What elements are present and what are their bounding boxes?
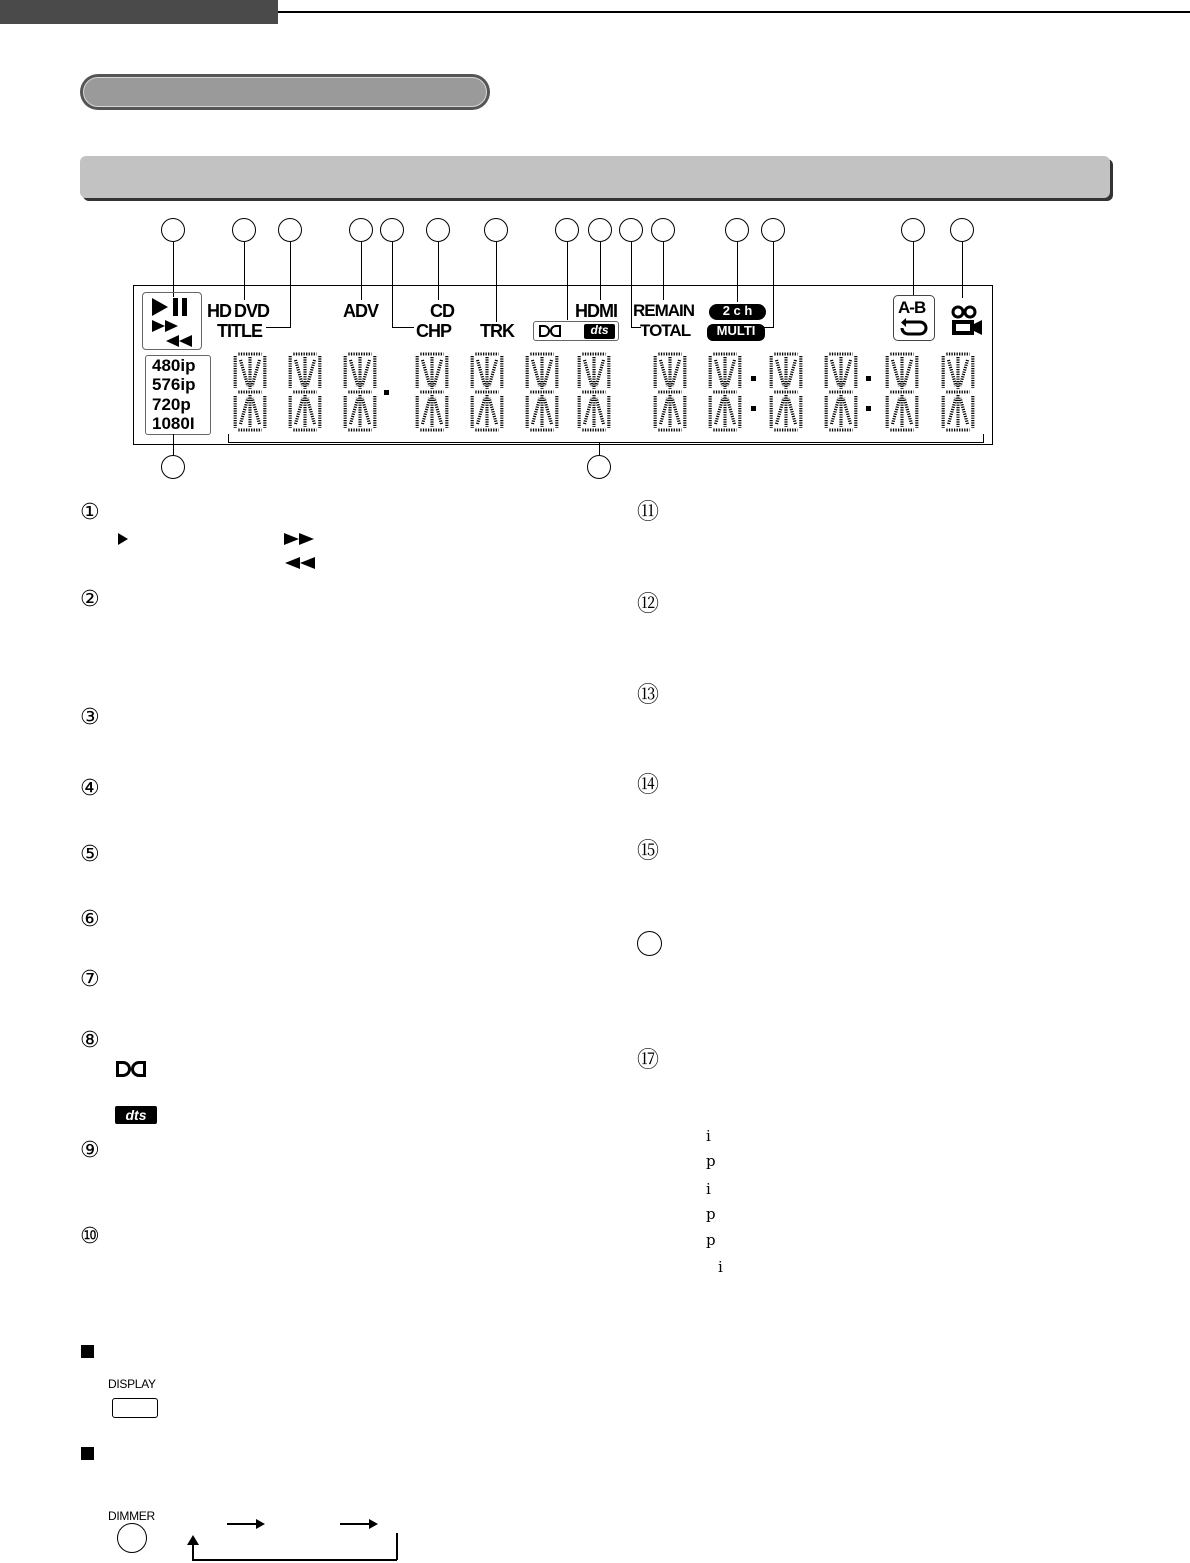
cd-indicator: CD (430, 301, 454, 321)
legend-marker-5: ⑤ (80, 842, 100, 867)
resolution-letter-i: i (718, 1258, 723, 1276)
lcd-digit (707, 352, 743, 434)
rewind-icon (283, 557, 317, 569)
callout-circle (349, 218, 373, 242)
lcd-digit (768, 352, 804, 434)
display-button-label: DISPLAY (108, 1377, 156, 1391)
adv-indicator: ADV (343, 301, 379, 321)
callout-circle (278, 218, 302, 242)
resolution-576: 576ip (152, 375, 196, 394)
resolution-720: 720p (152, 395, 191, 414)
header-tab (0, 0, 278, 24)
remain-indicator: REMAIN (633, 301, 695, 320)
lcd-separator-dot (866, 406, 871, 411)
chapter-title-pill (80, 74, 490, 110)
callout-circle (380, 218, 404, 242)
trk-indicator: TRK (480, 321, 514, 341)
total-indicator: TOTAL (640, 321, 691, 340)
legend-marker-12: ⑫ (637, 592, 660, 617)
display-button[interactable] (112, 1398, 158, 1418)
resolution-letter-i: i (706, 1180, 711, 1198)
header-rule (278, 11, 1190, 13)
lcd-separator-dot (384, 390, 389, 395)
dimmer-button-label: DIMMER (108, 1509, 155, 1523)
hd-indicator: HD (207, 301, 231, 321)
legend-marker-17: ⑰ (637, 1048, 660, 1073)
callout-circle (426, 218, 450, 242)
lcd-digit (469, 352, 505, 434)
dts-icon: dts (115, 1106, 157, 1124)
lcd-digit (576, 352, 612, 434)
callout-circle (555, 218, 579, 242)
dimmer-button[interactable] (117, 1523, 147, 1553)
section-heading-bar (80, 156, 1110, 198)
two-channel-indicator: 2 c h (709, 304, 766, 320)
multi-channel-indicator: MULTI (707, 324, 765, 341)
lcd-separator-dot (866, 376, 871, 381)
legend-marker-10: ⑩ (80, 1224, 100, 1249)
section-bullet (81, 1447, 94, 1460)
callout-circle (484, 218, 508, 242)
legend-marker-14: ⑭ (637, 773, 660, 798)
legend-marker-15: ⑮ (637, 839, 660, 864)
section-bullet (81, 1345, 94, 1358)
callout-circle (725, 218, 749, 242)
legend-marker-6: ⑥ (80, 907, 100, 932)
resolution-letter-p: p (706, 1152, 716, 1170)
fast-forward-icon (152, 320, 178, 332)
lcd-digit (524, 352, 560, 434)
callout-circle (619, 218, 643, 242)
callout-circle-resolution (161, 455, 185, 479)
callout-circle (651, 218, 675, 242)
playback-icon-group (142, 292, 202, 350)
legend-marker-11: ⑪ (637, 500, 660, 525)
hdmi-indicator: HDMI (575, 301, 617, 321)
rewind-icon (166, 335, 192, 347)
lcd-digit (414, 352, 450, 434)
lcd-digit (940, 352, 976, 434)
title-indicator: TITLE (217, 321, 262, 341)
callout-circle (901, 218, 925, 242)
play-pause-icon (152, 298, 187, 316)
ab-repeat-indicator: A-B (898, 298, 926, 317)
legend-marker-1: ① (80, 500, 100, 525)
dvd-indicator: DVD (234, 301, 270, 321)
lcd-digit (287, 352, 323, 434)
play-icon (117, 533, 129, 545)
repeat-icon (900, 318, 930, 336)
lcd-digit (342, 352, 378, 434)
legend-marker-2: ② (80, 587, 100, 612)
lcd-digit (232, 352, 268, 434)
callout-circle (950, 218, 974, 242)
lcd-separator-dot (751, 376, 756, 381)
lcd-digit (884, 352, 920, 434)
resolution-480: 480ip (152, 356, 196, 375)
dolby-digital-icon (115, 1060, 147, 1078)
chp-indicator: CHP (416, 321, 452, 341)
resolution-letter-i: i (706, 1127, 711, 1145)
callout-circle (161, 218, 185, 242)
legend-marker-7: ⑦ (80, 967, 100, 992)
callout-circle-digits (587, 455, 611, 479)
callout-circle (761, 218, 785, 242)
fast-forward-icon (283, 533, 317, 545)
legend-marker-9: ⑨ (80, 1138, 100, 1163)
legend-marker-3: ③ (80, 705, 100, 730)
legend-marker-16 (637, 931, 662, 956)
dts-icon: dts (584, 324, 615, 339)
resolution-1080: 1080I (152, 414, 195, 433)
resolution-letter-p: p (706, 1231, 716, 1249)
callout-circle (588, 218, 612, 242)
resolution-letter-p: p (706, 1205, 716, 1223)
legend-marker-8: ⑧ (80, 1028, 100, 1053)
angle-camera-icon (949, 305, 985, 339)
lcd-digit (652, 352, 688, 434)
callout-circle (232, 218, 256, 242)
lcd-digit (823, 352, 859, 434)
legend-marker-4: ④ (80, 776, 100, 801)
dolby-digital-icon (538, 324, 562, 338)
legend-marker-13: ⑬ (637, 683, 660, 708)
lcd-separator-dot (751, 406, 756, 411)
